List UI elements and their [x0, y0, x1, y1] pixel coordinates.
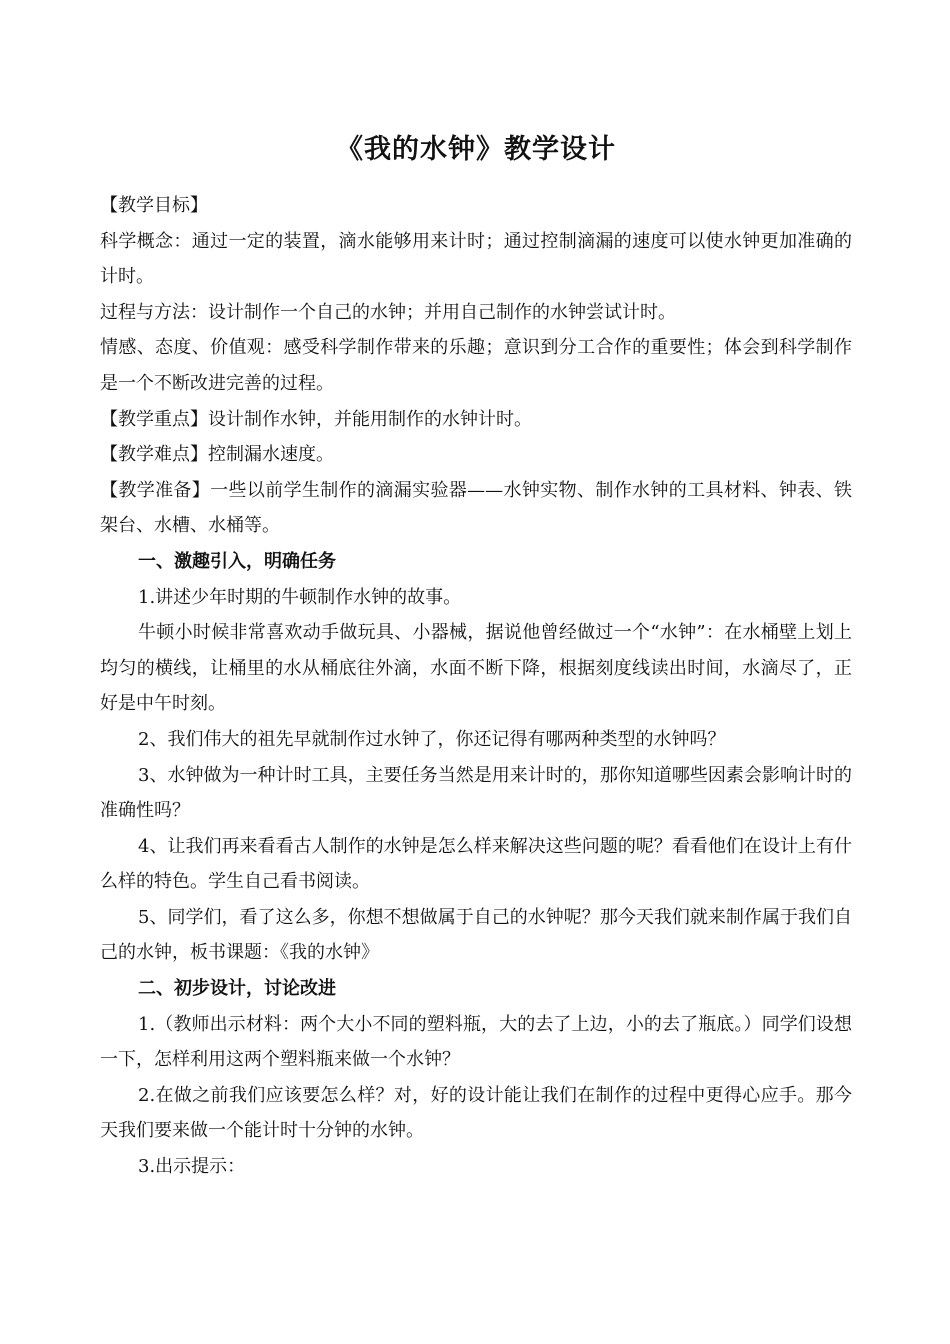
paragraph-preparation: 【教学准备】一些以前学生制作的滴漏实验器——水钟实物、制作水钟的工具材料、钟表、铁架台、水槽、水桶等。 [100, 479, 852, 537]
paragraph-item-1-1: 1.讲述少年时期的牛顿制作水钟的故事。 [138, 586, 462, 608]
section-heading-2: 二、初步设计，讨论改进 [138, 978, 336, 1000]
paragraph-newton-story: 牛顿小时候非常喜欢动手做玩具、小器械，据说他曾经做过一个“水钟”：在水桶壁上划上均匀的横线，让桶里的水从桶底往外滴，水面不断下降，根据刻度线读出时间，水滴尽了，正好是中午时刻。 [100, 622, 852, 715]
paragraph-item-2-2: 2.在做之前我们应该要怎么样？对，好的设计能让我们在制作的过程中更得心应手。那今天我们要来做一个能计时十分钟的水钟。 [100, 1084, 852, 1142]
paragraph-science-concept: 科学概念：通过一定的装置，滴水能够用来计时；通过控制滴漏的速度可以使水钟更加准确的计时。 [100, 230, 852, 288]
document-title: 《我的水钟》教学设计 [336, 134, 616, 165]
paragraph-item-1-3: 3、水钟做为一种计时工具，主要任务当然是用来计时的，那你知道哪些因素会影响计时的准确性吗？ [100, 764, 852, 822]
paragraph-item-2-1: 1.（教师出示材料：两个大小不同的塑料瓶，大的去了上边，小的去了瓶底。）同学们设想一下，怎样利用这两个塑料瓶来做一个水钟？ [100, 1013, 852, 1071]
paragraph-difficulty: 【教学难点】控制漏水速度。 [100, 444, 334, 466]
paragraph-item-2-3: 3.出示提示： [138, 1156, 246, 1178]
paragraph-process-method: 过程与方法：设计制作一个自己的水钟；并用自己制作的水钟尝试计时。 [100, 301, 676, 323]
paragraph-item-1-5: 5、同学们，看了这么多，你想不想做属于自己的水钟呢？那今天我们就来制作属于我们自己的水钟，板书课题：《我的水钟》 [100, 906, 852, 964]
section-label-objectives: 【教学目标】 [100, 195, 208, 216]
section-heading-1: 一、激趣引入，明确任务 [138, 550, 336, 572]
paragraph-item-1-2: 2、我们伟大的祖先早就制作过水钟了，你还记得有哪两种类型的水钟吗？ [138, 728, 726, 750]
paragraph-item-1-4: 4、让我们再来看看古人制作的水钟是怎么样来解决这些问题的呢？看看他们在设计上有什么样的特色。学生自己看书阅读。 [100, 835, 852, 893]
paragraph-key-points: 【教学重点】设计制作水钟，并能用制作的水钟计时。 [100, 408, 532, 430]
paragraph-emotion-values: 情感、态度、价值观：感受科学制作带来的乐趣；意识到分工合作的重要性；体会到科学制作是一个不断改进完善的过程。 [100, 337, 852, 394]
document-body [100, 188, 852, 1185]
